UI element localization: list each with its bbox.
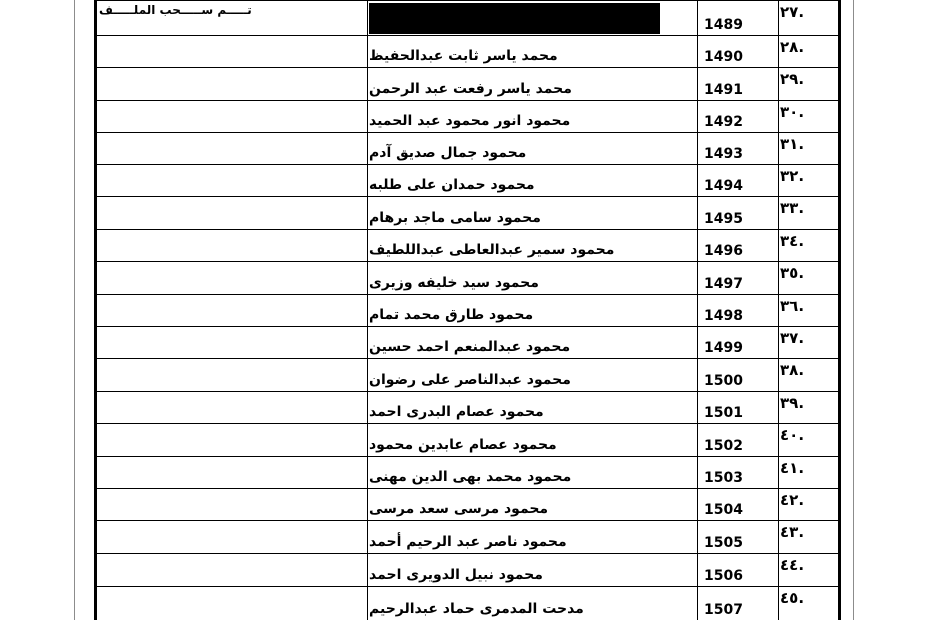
seat-number-cell: 1500 (704, 373, 743, 389)
seat-number-cell: 1498 (704, 308, 743, 324)
serial-number-cell: .٣٩ (780, 394, 805, 412)
serial-number-cell: .٤٠ (780, 426, 805, 444)
table-row (0, 0, 930, 35)
serial-number-cell: .٢٨ (780, 38, 805, 56)
student-name-cell: محمود طارق محمد تمام (369, 307, 534, 323)
student-name-cell (369, 0, 698, 35)
seat-number-cell: 1493 (704, 146, 743, 162)
seat-number-cell: 1501 (704, 405, 743, 421)
serial-number-cell: .٤٢ (780, 491, 805, 509)
student-name-cell: محمد ياسر ثابت عبدالحفيظ (369, 48, 558, 64)
table-row (0, 553, 930, 586)
serial-number-cell: .٢٧ (780, 3, 805, 21)
seat-number-cell: 1499 (704, 340, 743, 356)
student-name-cell: محمود سمير عبدالعاطى عبداللطيف (369, 242, 615, 258)
table-row (0, 520, 930, 553)
notes-cell (99, 520, 367, 553)
table-row (0, 423, 930, 456)
seat-number-cell: 1497 (704, 276, 743, 292)
file-withdrawn-note: تـــــم ســـــحب الملـــــف (99, 3, 252, 17)
table-row (0, 35, 930, 67)
seat-number-cell: 1504 (704, 502, 743, 518)
student-name-cell: محمود مرسى سعد مرسى (369, 501, 549, 517)
notes-cell (99, 553, 367, 586)
serial-number-cell: .٣٥ (780, 264, 805, 282)
notes-cell (99, 35, 367, 67)
student-name-cell: محمود سيد خليفه وزيرى (369, 275, 539, 291)
serial-number-cell: .٣٣ (780, 199, 805, 217)
table-row (0, 488, 930, 520)
table-row (0, 456, 930, 488)
table-row (0, 358, 930, 391)
notes-cell (99, 586, 367, 620)
table-row (0, 261, 930, 294)
notes-cell (99, 391, 367, 423)
table-row (0, 100, 930, 132)
notes-cell (99, 229, 367, 261)
table-row (0, 67, 930, 100)
seat-number-cell: 1494 (704, 178, 743, 194)
notes-cell (99, 423, 367, 456)
student-name-cell: محمد ياسر رفعت عبد الرحمن (369, 81, 572, 97)
seat-number-cell: 1492 (704, 114, 743, 130)
seat-number-cell: 1505 (704, 535, 743, 551)
serial-number-cell: .٤١ (780, 459, 805, 477)
student-name-cell: محمود محمد بهى الدين مهنى (369, 469, 572, 485)
notes-cell (99, 261, 367, 294)
serial-number-cell: .٣٨ (780, 361, 805, 379)
student-name-cell: محمود حمدان على طلبه (369, 177, 535, 193)
seat-number-cell: 1503 (704, 470, 743, 486)
serial-number-cell: .٣٦ (780, 297, 805, 315)
seat-number-cell: 1496 (704, 243, 743, 259)
student-name-cell: مدحت المدمرى حماد عبدالرحيم (369, 601, 584, 617)
student-name-cell: محمود عصام عابدين محمود (369, 437, 557, 453)
serial-number-cell: .٣٢ (780, 167, 805, 185)
serial-number-cell: .٤٣ (780, 523, 805, 541)
table-row (0, 196, 930, 229)
seat-number-cell: 1507 (704, 602, 743, 618)
seat-number-cell: 1502 (704, 438, 743, 454)
notes-cell (99, 100, 367, 132)
notes-cell (99, 358, 367, 391)
notes-cell (99, 488, 367, 520)
table-row (0, 326, 930, 358)
table-row (0, 294, 930, 326)
serial-number-cell: .٣٠ (780, 103, 805, 121)
table-row (0, 164, 930, 196)
student-name-cell: محمود عبدالمنعم احمد حسين (369, 339, 571, 355)
notes-cell (99, 67, 367, 100)
notes-cell (99, 456, 367, 488)
student-name-cell: محمود انور محمود عبد الحميد (369, 113, 571, 129)
table-row (0, 586, 930, 620)
notes-cell (99, 294, 367, 326)
seat-number-cell: 1495 (704, 211, 743, 227)
serial-number-cell: .٤٤ (780, 556, 805, 574)
serial-number-cell: .٣٧ (780, 329, 805, 347)
seat-number-cell: 1491 (704, 82, 743, 98)
student-name-cell: محمود جمال صديق آدم (369, 145, 527, 161)
serial-number-cell: .٤٥ (780, 589, 805, 607)
serial-number-cell: .٢٩ (780, 70, 805, 88)
student-name-cell: محمود عصام البدرى احمد (369, 404, 544, 420)
seat-number-cell: 1506 (704, 568, 743, 584)
seat-number-cell: 1490 (704, 49, 743, 65)
seat-number-cell: 1489 (704, 17, 743, 33)
serial-number-cell: .٣١ (780, 135, 805, 153)
table-row (0, 391, 930, 423)
serial-number-cell: .٣٤ (780, 232, 805, 250)
table-row (0, 132, 930, 164)
student-name-cell: محمود عبدالناصر على رضوان (369, 372, 571, 388)
student-name-cell: محمود سامى ماجد برهام (369, 210, 541, 226)
student-name-cell: محمود ناصر عبد الرحيم أحمد (369, 534, 567, 550)
notes-cell (99, 132, 367, 164)
table-row (0, 229, 930, 261)
notes-cell (99, 326, 367, 358)
student-name-cell: محمود نبيل الدويرى احمد (369, 567, 543, 583)
notes-cell (99, 164, 367, 196)
notes-cell (99, 196, 367, 229)
